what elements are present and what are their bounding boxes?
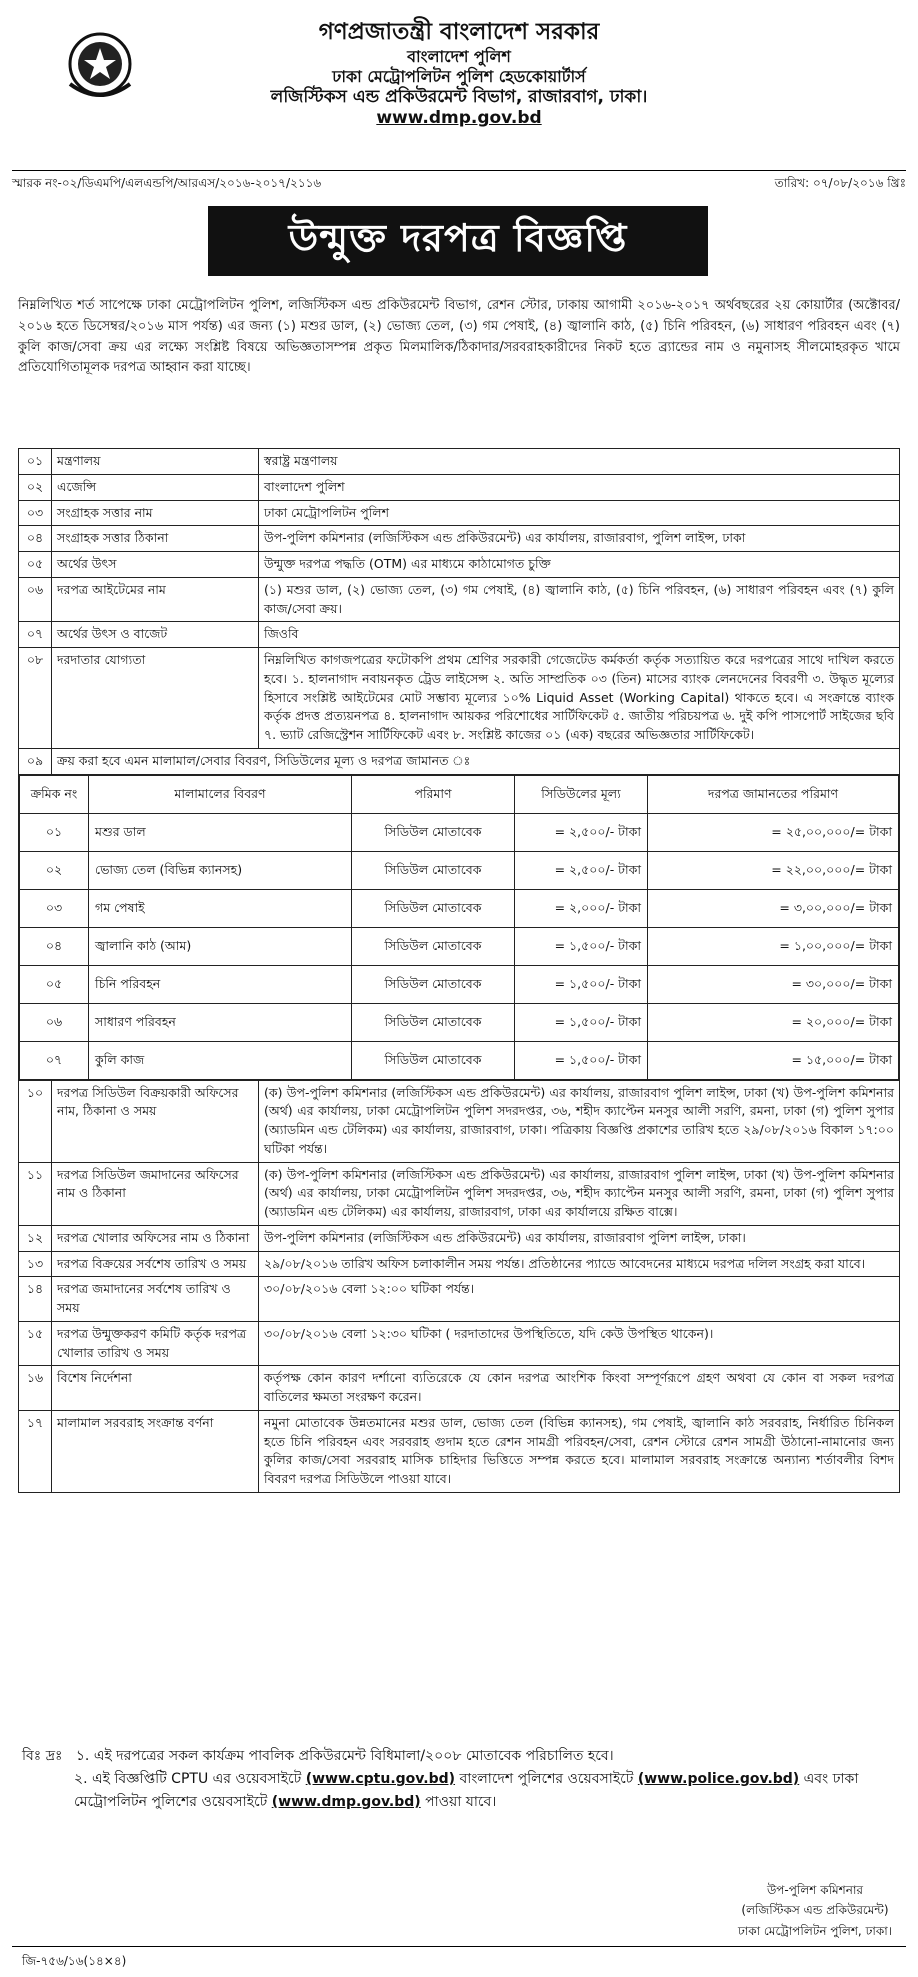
col-header-sl: ক্রমিক নং <box>20 775 89 813</box>
schedule-title-row <box>19 748 900 774</box>
schedule-sl: ০৪ <box>20 927 89 965</box>
row-label: সংগ্রাহক সত্তার ঠিকানা <box>52 526 259 552</box>
table-row <box>19 577 900 622</box>
row-value: উপ-পুলিশ কমিশনার (লজিস্টিকস এন্ড প্রকিউরমেন্ট) এর কার্যালয়, রাজারবাগ, পুলিশ লাইন্স, ঢাকা <box>259 526 900 552</box>
row-value: ২৯/০৮/২০১৬ তারিখ অফিস চলাকালীন সময় পর্যন্ত। প্রতিষ্ঠানের প্যাডে আবেদনের মাধ্যমে দরপত্র দলিল সংগ্রহ করা যাবে। <box>259 1251 900 1277</box>
row-value: (১) মশুর ডাল, (২) ভোজ্য তেল, (৩) গম পেষাই, (৪) জ্বালানি কাঠ, (৫) চিনি পরিবহন, (৬) সাধারণ পরিবহন এবং (৭) কুলি কাজ/সেবা ক্রয়। <box>259 577 900 622</box>
police-website-link[interactable]: (www.police.gov.bd) <box>637 1771 800 1788</box>
tender-details-table <box>18 448 900 1493</box>
table-row <box>19 1277 900 1322</box>
schedule-qty: সিডিউল মোতাবেক <box>352 965 515 1003</box>
row-number: ০৬ <box>19 577 52 622</box>
signatory-office: ঢাকা মেট্রোপলিটন পুলিশ, ঢাকা। <box>737 1923 892 1938</box>
website-link[interactable]: www.dmp.gov.bd <box>376 108 542 128</box>
table-row <box>19 1251 900 1277</box>
table-row <box>19 526 900 552</box>
row-label: বিশেষ নির্দেশনা <box>52 1366 259 1411</box>
letterhead <box>12 0 906 165</box>
schedule-sl: ০১ <box>20 813 89 851</box>
schedule-item: কুলি কাজ <box>89 1041 352 1079</box>
schedule-price: = ২,৫০০/- টাকা <box>515 813 648 851</box>
schedule-sl: ০৫ <box>20 965 89 1003</box>
row-label: এজেন্সি <box>52 474 259 500</box>
schedule-qty: সিডিউল মোতাবেক <box>352 1041 515 1079</box>
schedule-row <box>20 889 899 927</box>
row-number: ০৭ <box>19 622 52 648</box>
row-value: নিম্নলিখিত কাগজপত্রের ফটোকপি প্রথম শ্রেণির সরকারী গেজেটেড কর্মকর্তা কর্তৃক সত্যায়িত করে দরপত্রের সাথে দাখিল করতে হবে। ১. হালনাগাদ নবায়নকৃত ট্রেড লাইসেন্স ২. অতি সাম্প্রতিক ০৩ (তিন) মাসের ব্যাংক লেনদেনের বিবরণী ৩. উদ্ধৃত মূল্যের হিসাবে সংশ্লিষ্ট আইটেমের মোট সম্ভাব্য মূল্যের ১০% Liquid Asset (Working Capital) থাকতে হবে। এ সংক্রান্তে ব্যাংক কর্তৃক প্রদত্ত প্রত্যয়নপত্র ৪. হালনাগাদ আয়কর পরিশোধের সার্টিফিকেট ৫. জাতীয় পরিচয়পত্র ৬. দুই কপি পাসপোর্ট সাইজের ছবি ৭. ভ্যাট রেজিস্ট্রেশন সার্টিফিকেট এবং ৮. সংশ্লিষ্ট কাজের ০১ (এক) বছরের অভিজ্ঞতার সার্টিফিকেট। <box>259 648 900 749</box>
row-number: ১৫ <box>19 1321 52 1366</box>
row-number: ১৪ <box>19 1277 52 1322</box>
schedule-row <box>20 813 899 851</box>
row-value: কর্তৃপক্ষ কোন কারণ দর্শানো ব্যতিরেকে যে কোন দরপত্র আংশিক কিংবা সম্পূর্ণরূপে গ্রহণ অথবা যে কোন বা সকল দরপত্র বাতিলের ক্ষমতা সংরক্ষণ করেন। <box>259 1366 900 1411</box>
row-number: ১২ <box>19 1225 52 1251</box>
row-value: (ক) উপ-পুলিশ কমিশনার (লজিস্টিকস এন্ড প্রকিউরমেন্ট) এর কার্যালয়, রাজারবাগ পুলিশ লাইন্স, ঢাকা (খ) উপ-পুলিশ কমিশনার (অর্থ) এর কার্যালয়, ঢাকা মেট্রোপলিটন পুলিশ সদরদপ্তর, ৩৬, শহীদ ক্যাপ্টেন মনসুর আলী সরণি, রমনা, ঢাকা (গ) পুলিশ সুপার (অ্যাডমিন এন্ড টেলিকম) এর কার্যালয়, রাজারবাগ, ঢাকা। পত্রিকায় বিজ্ঞপ্তি প্রকাশের তারিখ হতে ২৯/০৮/২০১৬ বিকাল ১৭:০০ ঘটিকা পর্যন্ত। <box>259 1080 900 1162</box>
table-row <box>19 622 900 648</box>
schedule-item: গম পেষাই <box>89 889 352 927</box>
row-value: স্বরাষ্ট্র মন্ত্রণালয় <box>259 449 900 475</box>
table-row <box>19 1225 900 1251</box>
row-label: মালামাল সরবরাহ সংক্রান্ত বর্ণনা <box>52 1410 259 1492</box>
row-number: ০৩ <box>19 500 52 526</box>
footer-divider <box>12 1946 906 1947</box>
row-number: ০৫ <box>19 552 52 578</box>
signature-block <box>738 1880 892 1941</box>
note-2-text-a: ২. এই বিজ্ঞপ্তিটি CPTU এর ওয়েবসাইটে <box>74 1771 302 1788</box>
intro-paragraph: নিম্নলিখিত শর্ত সাপেক্ষে ঢাকা মেট্রোপলিটন পুলিশ, লজিস্টিকস এন্ড প্রকিউরমেন্ট বিভাগ, রেশন স্টোর, ঢাকায় আগামী ২০১৬-২০১৭ অর্থবছরের ২য় কোয়ার্টার (অক্টোবর/২০১৬ হতে ডিসেম্বর/২০১৬ মাস পর্যন্ত) এর জন্য (১) মশুর ডাল, (২) ভোজ্য তেল, (৩) গম পেষাই, (৪) জ্বালানি কাঠ, (৫) চিনি পরিবহন, (৬) সাধারণ পরিবহন এবং (৭) কুলি কাজ/সেবা ক্রয় এর লক্ষ্যে সংশ্লিষ্ট বিষয়ে অভিজ্ঞতাসম্পন্ন প্রকৃত মিলমালিক/ঠিকাদার/সরবরাহকারীদের নিকট হতে ব্র্যান্ডের নাম ও নমুনাসহ সীলমোহরকৃত খামে প্রতিযোগিতামূলক দরপত্র আহ্বান করা যাচ্ছে। <box>18 298 900 376</box>
row-number: ১০ <box>19 1080 52 1162</box>
division-title: লজিস্টিকস এন্ড প্রকিউরমেন্ট বিভাগ, রাজারবাগ, ঢাকা। <box>270 86 648 107</box>
schedule-security: = ২৫,০০,০০০/= টাকা <box>648 813 899 851</box>
schedule-qty: সিডিউল মোতাবেক <box>352 851 515 889</box>
row-value: (ক) উপ-পুলিশ কমিশনার (লজিস্টিকস এন্ড প্রকিউরমেন্ট) এর কার্যালয়, রাজারবাগ পুলিশ লাইন্স, ঢাকা (খ) উপ-পুলিশ কমিশনার (অর্থ) এর কার্যালয়, ঢাকা মেট্রোপলিটন পুলিশ সদরদপ্তর, ৩৬, শহীদ ক্যাপ্টেন মনসুর আলী সরণি, রমনা, ঢাকা (গ) পুলিশ সুপার (অ্যাডমিন এন্ড টেলিকম) এর কার্যালয়, রাজারবাগ, ঢাকা এর কার্যালয়ে রক্ষিত বাক্সে। <box>259 1162 900 1225</box>
row-label: দরপত্র খোলার অফিসের নাম ও ঠিকানা <box>52 1225 259 1251</box>
row-label: সংগ্রাহক সত্তার নাম <box>52 500 259 526</box>
schedule-price: = ২,০০০/- টাকা <box>515 889 648 927</box>
note-1 <box>22 1745 896 1768</box>
schedule-sl: ০৭ <box>20 1041 89 1079</box>
reference-row <box>12 170 906 195</box>
schedule-item: জ্বালানি কাঠ (আম) <box>89 927 352 965</box>
row-value: উপ-পুলিশ কমিশনার (লজিস্টিকস এন্ড প্রকিউরমেন্ট) এর কার্যালয়, রাজারবাগ পুলিশ লাইন্স, ঢাকা। <box>259 1225 900 1251</box>
schedule-price: = ১,৫০০/- টাকা <box>515 965 648 1003</box>
row-number: ০৮ <box>19 648 52 749</box>
note-2-text-d: পাওয়া যাবে। <box>425 1794 497 1811</box>
row-label: দরপত্র সিডিউল বিক্রয়কারী অফিসের নাম, ঠিকানা ও সময় <box>52 1080 259 1162</box>
table-row <box>19 500 900 526</box>
row-number: ০৯ <box>19 748 52 774</box>
col-header-price: সিডিউলের মূল্য <box>515 775 648 813</box>
signatory-division: (লজিস্টিকস এন্ড প্রকিউরমেন্ট) <box>741 1903 889 1918</box>
schedule-item: সাধারণ পরিবহন <box>89 1003 352 1041</box>
schedule-item: চিনি পরিবহন <box>89 965 352 1003</box>
row-value: ৩০/০৮/২০১৬ বেলা ১২:০০ ঘটিকা পর্যন্ত। <box>259 1277 900 1322</box>
schedule-price: = ১,৫০০/- টাকা <box>515 1003 648 1041</box>
col-header-item: মালামালের বিবরণ <box>89 775 352 813</box>
row-number: ০১ <box>19 449 52 475</box>
issue-date: তারিখ: ০৭/০৮/২০১৬ খ্রিঃ <box>774 176 906 190</box>
schedule-security: = ২০,০০০/= টাকা <box>648 1003 899 1041</box>
table-row <box>19 552 900 578</box>
schedule-sl: ০৩ <box>20 889 89 927</box>
cptu-website-link[interactable]: (www.cptu.gov.bd) <box>305 1771 456 1788</box>
row-value: নমুনা মোতাবেক উন্নতমানের মশুর ডাল, ভোজ্য তেল (বিভিন্ন ক্যানসহ), গম পেষাই, জ্বালানি কাঠ সরবরাহ, নির্ধারিত চিনিকল হতে চিনি পরিবহন এবং সরবরাহ গুদাম হতে রেশন সামগ্রী পরিবহন/সেবা, রেশন স্টোরে রেশন সামগ্রী উঠানো-নামানোর জন্য কুলির কাজ/সেবা সরবরাহ মাসিক চাহিদার ভিত্তিতে সম্পন্ন করতে হবে। মালামাল সরবরাহ সংক্রান্তে অন্যান্য শর্তাবলীর বিশদ বিবরণ দরপত্র সিডিউলে পাওয়া যাবে। <box>259 1410 900 1492</box>
schedule-price: = ১,৫০০/- টাকা <box>515 927 648 965</box>
table-row <box>19 1321 900 1366</box>
notes-section <box>22 1745 896 1814</box>
schedule-price: = ২,৫০০/- টাকা <box>515 851 648 889</box>
footer-code: জি-৭৫৬/১৬(১৪×৪) <box>22 1954 127 1968</box>
note-1-text: ১. এই দরপত্রের সকল কার্যক্রম পাবলিক প্রকিউরমেন্ট বিধিমালা/২০০৮ মোতাবেক পরিচালিত হবে। <box>75 1748 614 1764</box>
row-value: বাংলাদেশ পুলিশ <box>259 474 900 500</box>
schedule-qty: সিডিউল মোতাবেক <box>352 813 515 851</box>
row-label: দরপত্র আইটেমের নাম <box>52 577 259 622</box>
schedule-item: মশুর ডাল <box>89 813 352 851</box>
row-value: জিওবি <box>259 622 900 648</box>
row-label: অর্থের উৎস ও বাজেট <box>52 622 259 648</box>
schedule-row <box>20 851 899 889</box>
schedule-security: = ১৫,০০০/= টাকা <box>648 1041 899 1079</box>
dmp-website-link[interactable]: (www.dmp.gov.bd) <box>271 1794 421 1811</box>
note-2-text-c: এবং ঢাকা মেট্রোপলিটন পুলিশের ওয়েবসাইটে <box>74 1771 859 1811</box>
schedule-header-row <box>20 775 899 813</box>
schedule-qty: সিডিউল মোতাবেক <box>352 889 515 927</box>
schedule-row <box>20 1041 899 1079</box>
notice-banner: উন্মুক্ত দরপত্র বিজ্ঞপ্তি <box>208 206 708 276</box>
table-row <box>19 449 900 475</box>
table-row <box>19 1410 900 1492</box>
row-label: দরপত্র বিক্রয়ের সর্বশেষ তারিখ ও সময় <box>52 1251 259 1277</box>
schedule-sl: ০৬ <box>20 1003 89 1041</box>
row-number: ০৪ <box>19 526 52 552</box>
note-2-text-b: বাংলাদেশ পুলিশের ওয়েবসাইটে <box>459 1771 634 1788</box>
schedule-row <box>20 927 899 965</box>
row-number: ১৭ <box>19 1410 52 1492</box>
row-value: ৩০/০৮/২০১৬ বেলা ১২:৩০ ঘটিকা ( দরদাতাদের উপস্থিতিতে, যদি কেউ উপস্থিত থাকেন)। <box>259 1321 900 1366</box>
row-label: দরপত্র উন্মুক্তকরণ কমিটি কর্তৃক দরপত্র খোলার তারিখ ও সময় <box>52 1321 259 1366</box>
schedule-row <box>20 1003 899 1041</box>
hq-title: ঢাকা মেট্রোপলিটন পুলিশ হেডকোয়ার্টার্স <box>332 66 586 86</box>
row-label: দরপত্র জমাদানের সর্বশেষ তারিখ ও সময় <box>52 1277 259 1322</box>
schedule-qty: সিডিউল মোতাবেক <box>352 1003 515 1041</box>
row-label: দরদাতার যোগ্যতা <box>52 648 259 749</box>
table-row <box>19 1366 900 1411</box>
schedule-row <box>20 965 899 1003</box>
dept-title: বাংলাদেশ পুলিশ <box>407 46 511 66</box>
row-value: ঢাকা মেট্রোপলিটন পুলিশ <box>259 500 900 526</box>
schedule-sl: ০২ <box>20 851 89 889</box>
gov-title: গণপ্রজাতন্ত্রী বাংলাদেশ সরকার <box>318 19 600 45</box>
schedule-security: = ১,০০,০০০/= টাকা <box>648 927 899 965</box>
table-row <box>19 1162 900 1225</box>
schedule-title: ক্রয় করা হবে এমন মালামাল/সেবার বিবরণ, সিডিউলের মূল্য ও দরপত্র জামানত ঃ <box>52 748 900 774</box>
row-number: ১৬ <box>19 1366 52 1411</box>
schedule-security: = ৩,০০,০০০/= টাকা <box>648 889 899 927</box>
row-number: ০২ <box>19 474 52 500</box>
schedule-security: = ২২,০০,০০০/= টাকা <box>648 851 899 889</box>
row-number: ১৩ <box>19 1251 52 1277</box>
schedule-qty: সিডিউল মোতাবেক <box>352 927 515 965</box>
row-label: দরপত্র সিডিউল জমাদানের অফিসের নাম ও ঠিকানা <box>52 1162 259 1225</box>
police-emblem-icon <box>52 26 148 104</box>
schedule-table-row <box>19 774 900 1080</box>
schedule-item: ভোজ্য তেল (বিভিন্ন ক্যানসহ) <box>89 851 352 889</box>
table-row <box>19 648 900 749</box>
row-label: মন্ত্রণালয় <box>52 449 259 475</box>
row-number: ১১ <box>19 1162 52 1225</box>
table-row <box>19 474 900 500</box>
row-value: উন্মুক্ত দরপত্র পদ্ধতি (OTM) এর মাধ্যমে কাঠামোগত চুক্তি <box>259 552 900 578</box>
col-header-qty: পরিমাণ <box>352 775 515 813</box>
memo-number: স্মারক নং-০২/ডিএমপি/এলএন্ডপি/আরএস/২০১৬-২০১৭/২১১৬ <box>12 176 322 190</box>
schedule-price: = ১,৫০০/- টাকা <box>515 1041 648 1079</box>
schedule-table <box>19 775 899 1080</box>
schedule-security: = ৩০,০০০/= টাকা <box>648 965 899 1003</box>
row-label: অর্থের উৎস <box>52 552 259 578</box>
notes-prefix: বিঃ দ্রঃ <box>22 1748 63 1764</box>
table-row <box>19 1080 900 1162</box>
col-header-security: দরপত্র জামানতের পরিমাণ <box>648 775 899 813</box>
signatory-title: উপ-পুলিশ কমিশনার <box>766 1883 864 1897</box>
note-2 <box>22 1768 896 1814</box>
